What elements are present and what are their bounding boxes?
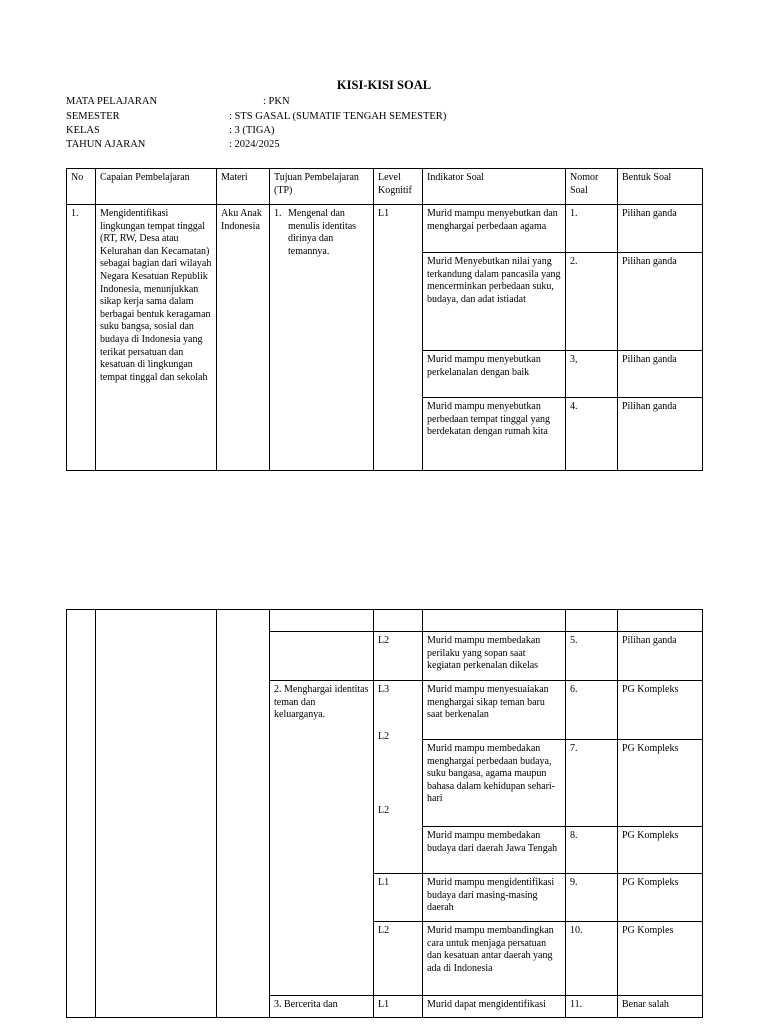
indikator-cell: Murid mampu membedakan menghargai perbedaan budaya, suku bangasa, agama maupun bahasa dalam kehidupan sehari-hari	[423, 740, 566, 827]
header-nomor: Nomor Soal	[566, 169, 618, 205]
table-row	[67, 610, 703, 632]
semester-label: SEMESTER	[66, 111, 120, 122]
kisi-kisi-table-page1	[66, 168, 703, 471]
nomor-cell: 4.	[566, 398, 618, 471]
nomor-cell: 10.	[566, 922, 618, 996]
bentuk-cell: Pilihan ganda	[618, 253, 703, 351]
tp-number: 1.	[274, 208, 282, 219]
row-number: 1.	[67, 205, 96, 471]
bentuk-cell: Pilihan ganda	[618, 632, 703, 681]
header-materi: Materi	[217, 169, 270, 205]
tujuan-pembelajaran-1	[270, 205, 374, 471]
nomor-cell: 6.	[566, 681, 618, 740]
header-cp: Capaian Pembelajaran	[96, 169, 217, 205]
year-label: TAHUN AJARAN	[66, 139, 146, 150]
table-row	[67, 205, 703, 253]
tp-text: Mengenal dan menulis identitas dirinya dan temannya.	[288, 208, 357, 257]
level-kognitif: L1	[374, 205, 423, 471]
nomor-cell: 3,	[566, 351, 618, 398]
indikator-cell: Murid Menyebutkan nilai yang terkandung dalam pancasila yang mencerminkan perbedaan suku, budaya, dan adat istiadat	[423, 253, 566, 351]
indikator-cell: Murid mampu mengidentifikasi budaya dari masing-masing daerah	[423, 874, 566, 922]
materi	[217, 610, 270, 1018]
indikator-cell: Murid mampu membedakan perilaku yang sopan saat kegiatan perkenalan dikelas	[423, 632, 566, 681]
indikator-cell: Murid mampu membandingkan cara untuk menjaga persatuan dan kesatuan antar daerah yang ada di Indonesia	[423, 922, 566, 996]
nomor-cell: 8.	[566, 827, 618, 874]
indikator-cell: Murid mampu menyesuaiakan menghargai sikap teman baru saat berkenalan	[423, 681, 566, 740]
level-kognitif: L1	[374, 874, 423, 922]
level-kognitif-group	[374, 681, 423, 874]
indikator-cell: Murid mampu membedakan budaya dari daerah Jawa Tengah	[423, 827, 566, 874]
kisi-kisi-table-page2	[66, 609, 703, 1018]
indikator-cell	[423, 610, 566, 632]
indikator-cell: Murid dapat mengidentifikasi	[423, 996, 566, 1018]
bentuk-cell: PG Kompleks	[618, 740, 703, 827]
indikator-cell: Murid mampu menyebutkan perbedaan tempat tinggal yang berdekatan dengan rumah kita	[423, 398, 566, 471]
subject-value: : PKN	[263, 96, 290, 107]
tujuan-pembelajaran	[270, 632, 374, 681]
bentuk-cell: PG Kompleks	[618, 827, 703, 874]
bentuk-cell	[618, 610, 703, 632]
tujuan-pembelajaran	[270, 610, 374, 632]
nomor-cell	[566, 610, 618, 632]
tp-list-item	[274, 208, 369, 258]
indikator-cell: Murid mampu menyebutkan perkelanalan dengan baik	[423, 351, 566, 398]
indikator-cell: Murid mampu menyebutkan dan menghargai perbedaan agama	[423, 205, 566, 253]
tujuan-pembelajaran-2: 2. Menghargai identitas teman dan keluarganya.	[270, 681, 374, 996]
bentuk-cell: PG Kompleks	[618, 681, 703, 740]
bentuk-cell: Benar salah	[618, 996, 703, 1018]
nomor-cell: 1.	[566, 205, 618, 253]
year-value: : 2024/2025	[229, 139, 280, 150]
level-kognitif: L2	[378, 730, 390, 742]
nomor-cell: 5.	[566, 632, 618, 681]
semester-value: : STS GASAL (SUMATIF TENGAH SEMESTER)	[229, 111, 447, 122]
level-kognitif: L2	[374, 922, 423, 996]
class-value: : 3 (TIGA)	[229, 125, 275, 136]
table-header-row	[67, 169, 703, 205]
level-kognitif: L1	[374, 996, 423, 1018]
tujuan-pembelajaran-3: 3. Bercerita dan	[270, 996, 374, 1018]
level-kognitif: L2	[378, 805, 390, 817]
nomor-cell: 7.	[566, 740, 618, 827]
capaian-pembelajaran	[96, 610, 217, 1018]
class-label: KELAS	[66, 125, 100, 136]
bentuk-cell: PG Komples	[618, 922, 703, 996]
level-kognitif: L2	[374, 632, 423, 681]
document-title: KISI-KISI SOAL	[336, 78, 432, 92]
nomor-cell: 9.	[566, 874, 618, 922]
bentuk-cell: Pilihan ganda	[618, 205, 703, 253]
header-indikator: Indikator Soal	[423, 169, 566, 205]
bentuk-cell: PG Kompleks	[618, 874, 703, 922]
header-tp: Tujuan Pembelajaran (TP)	[270, 169, 374, 205]
header-no: No	[67, 169, 96, 205]
nomor-cell: 2.	[566, 253, 618, 351]
bentuk-cell: Pilihan ganda	[618, 398, 703, 471]
nomor-cell: 11.	[566, 996, 618, 1018]
header-bentuk: Bentuk Soal	[618, 169, 703, 205]
level-kognitif	[374, 610, 423, 632]
subject-label: MATA PELAJARAN	[66, 96, 158, 107]
level-kognitif: L3	[378, 684, 390, 695]
materi: Aku Anak Indonesia	[217, 205, 270, 471]
capaian-pembelajaran: Mengidentifikasi lingkungan tempat tinggal (RT, RW, Desa atau Kelurahan dan Kecamatan) sebagai bagian dari wilayah Negara Kesatuan Republik Indonesia, menunjukkan sikap kerja sama dalam berbagai bentuk keragaman suku bangsa, sosial dan budaya di Indonesia yang terikat persatuan dan kesatuan di lingkungan tempat tinggal dan sekolah	[96, 205, 217, 471]
row-number	[67, 610, 96, 1018]
bentuk-cell: Pilihan ganda	[618, 351, 703, 398]
header-level: Level Kognitif	[374, 169, 423, 205]
